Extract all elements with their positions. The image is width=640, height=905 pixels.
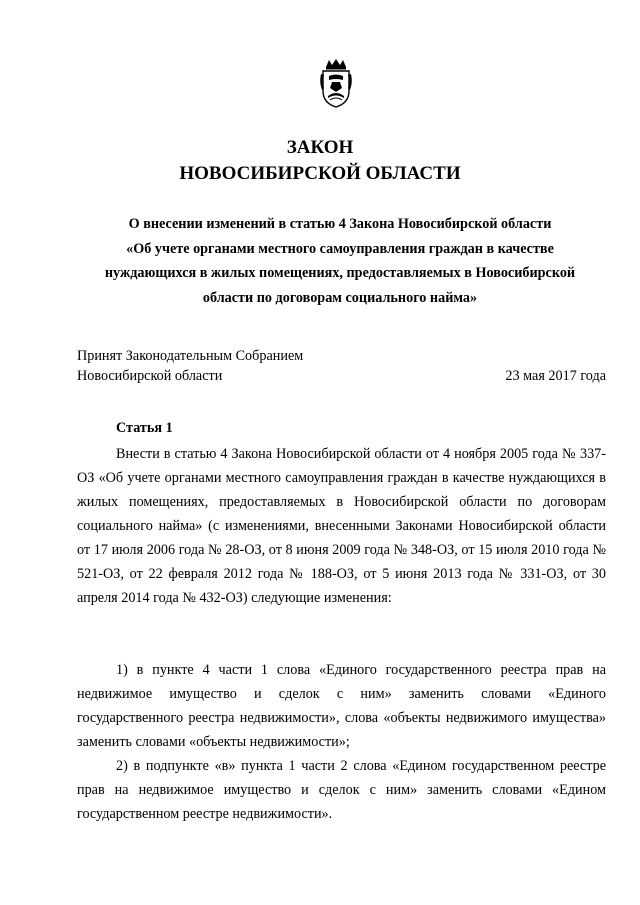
- subtitle-line: нуждающихся в жилых помещениях, предоставляемых в Новосибирской: [104, 265, 576, 281]
- article-paragraph: [77, 658, 606, 754]
- subtitle-line: области по договорам социального найма»: [202, 289, 478, 306]
- law-region-title: НОВОСИБИРСКОЙ ОБЛАСТИ: [179, 163, 461, 184]
- paragraph-text: 2) в подпункте «в» пункта 1 части 2 слова «Едином государственном реестре прав на недвижимое имущество и сделок с ним» заменить словами «Едином государственном реестре недвижимости».: [77, 758, 606, 822]
- subtitle-line: «Об учете органами местного самоуправления граждан в качестве: [126, 240, 554, 257]
- adoption-date: 23 мая 2017 года: [505, 368, 606, 384]
- article-paragraph: [77, 442, 606, 610]
- adoption-line: Новосибирской области: [77, 368, 223, 384]
- paragraph-text: 1) в пункте 4 части 1 слова «Единого государственного реестра прав на недвижимое имущество и сделок с ним» заменить словами «Единого государственного реестра недвижимости», слова «объекты недвижимого имущества» заменить словами «объекты недвижимости»;: [77, 662, 606, 750]
- law-subtitle: [80, 212, 600, 310]
- paragraph-text: Внести в статью 4 Закона Новосибирской области от 4 ноября 2005 года № 337-ОЗ «Об учете органами местного самоуправления граждан в качестве нуждающихся в жилых помещениях, предоставляемых в Новосибирской области по договорам социального найма» (с изменениями, внесенными Законами Новосибирской области от 17 июля 2006 года № 28-ОЗ, от 8 июня 2009 года № 348-ОЗ, от 15 июля 2010 года № 521-ОЗ, от 22 февраля 2012 года № 188-ОЗ, от 5 июня 2013 года № 331-ОЗ, от 30 апреля 2014 года № 432-ОЗ) следующие изменения:: [77, 446, 606, 606]
- adoption-line: Принят Законодательным Собранием: [77, 348, 304, 364]
- article-paragraph: [77, 754, 606, 826]
- subtitle-line: О внесении изменений в статью 4 Закона Новосибирской области: [128, 216, 552, 232]
- adoption-block: [77, 346, 303, 386]
- coat-of-arms-icon: [318, 58, 354, 108]
- law-title: ЗАКОН: [286, 137, 354, 158]
- article-heading: Статья 1: [116, 420, 173, 436]
